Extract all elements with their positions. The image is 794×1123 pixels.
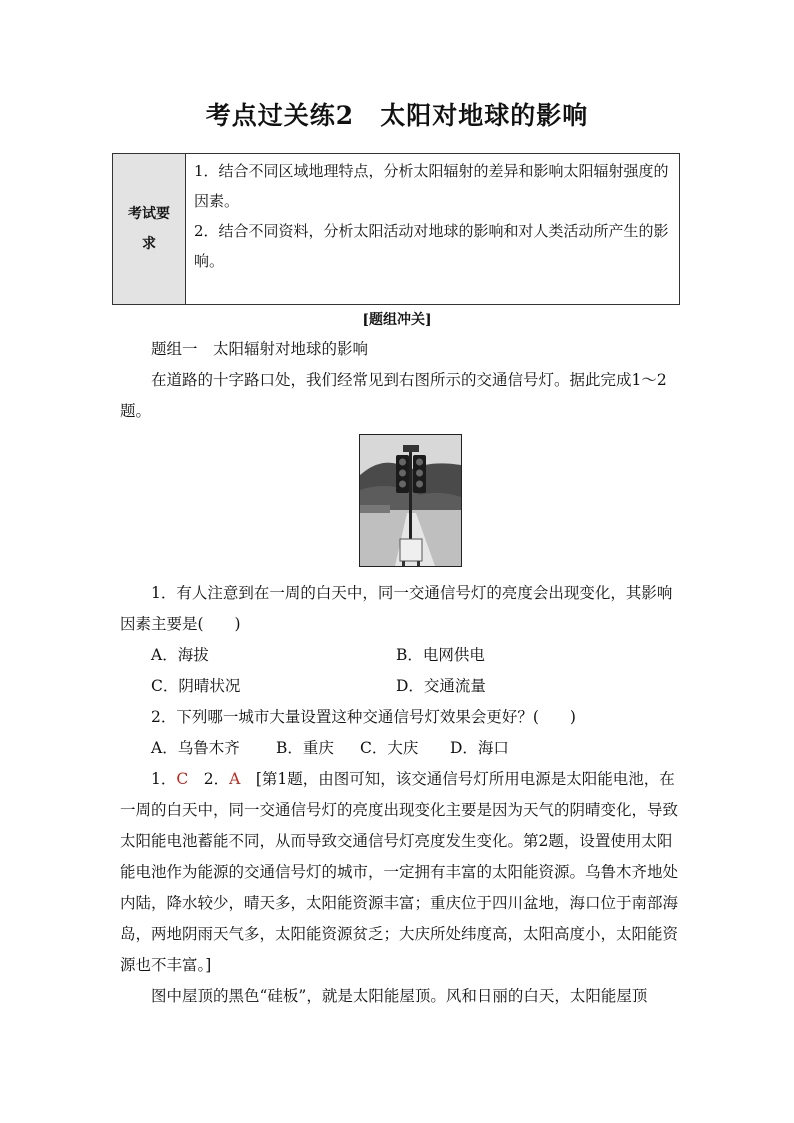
answer-2-prefix: 2． [188, 770, 230, 788]
question-2-stem: 2．下列哪一城市大量设置这种交通信号灯效果会更好？( ) [151, 708, 576, 726]
intro-paragraph: 在道路的十字路口处，我们经常见到右图所示的交通信号灯。据此完成1～2题。 [120, 371, 667, 420]
next-paragraph: 图中屋顶的黑色“硅板”，就是太阳能屋顶。风和日丽的白天，太阳能屋顶 [151, 987, 648, 1005]
section-label: [题组冲关] [362, 312, 432, 328]
answer-2-value: A [229, 770, 241, 788]
requirements-label: 考试要求 [128, 206, 170, 252]
q2-option-b: B．重庆 [276, 739, 334, 757]
q1-option-a: A．海拔 [151, 646, 209, 664]
requirements-content [186, 154, 679, 304]
question-1-stem: 1．有人注意到在一周的白天中，同一交通信号灯的亮度会出现变化，其影响因素主要是( ) [120, 584, 673, 633]
q2-option-d: D．海口 [450, 739, 509, 757]
q2-option-c: C．大庆 [360, 739, 419, 757]
q1-option-b: B．电网供电 [396, 646, 485, 664]
page-title: 考点过关练2 太阳对地球的影响 [205, 101, 589, 130]
answer-1-value: C [176, 770, 189, 788]
q1-option-d: D．交通流量 [396, 677, 486, 695]
q1-option-c: C．阴晴状况 [151, 677, 241, 695]
requirements-table [112, 153, 680, 305]
answer-1-prefix: 1． [151, 770, 177, 788]
requirement-item: 2．结合不同资料，分析太阳活动对地球的影响和对人类活动所产生的影响。 [194, 222, 669, 270]
requirement-item: 1．结合不同区域地理特点，分析太阳辐射的差异和影响太阳辐射强度的因素。 [194, 162, 669, 210]
explanation-text: [第1题，由图可知，该交通信号灯所用电源是太阳能电池，在一周的白天中，同一交通信号灯的亮度出现变化主要是因为天气的阴晴变化，导致太阳能电池蓄能不同，从而导致交通信号灯亮度发生变化。第2题，设置使用太阳能电池作为能源的交通信号灯的城市，一定拥有丰富的太阳能资源。乌鲁木齐地处内陆，降水较少，晴天多，太阳能资源丰富；重庆位于四川盆地，海口位于南部海岛，两地阴雨天气多，太阳能资源贫乏；大庆所处纬度高，太阳高度小，太阳能资源也不丰富。] [120, 770, 679, 974]
q2-option-a: A．乌鲁木齐 [151, 739, 240, 757]
group-title: 题组一 太阳辐射对地球的影响 [151, 340, 369, 358]
traffic-light-image [360, 435, 461, 566]
requirements-label-cell [113, 154, 186, 304]
traffic-light-photo [359, 434, 462, 567]
answer-explanation [120, 764, 680, 981]
